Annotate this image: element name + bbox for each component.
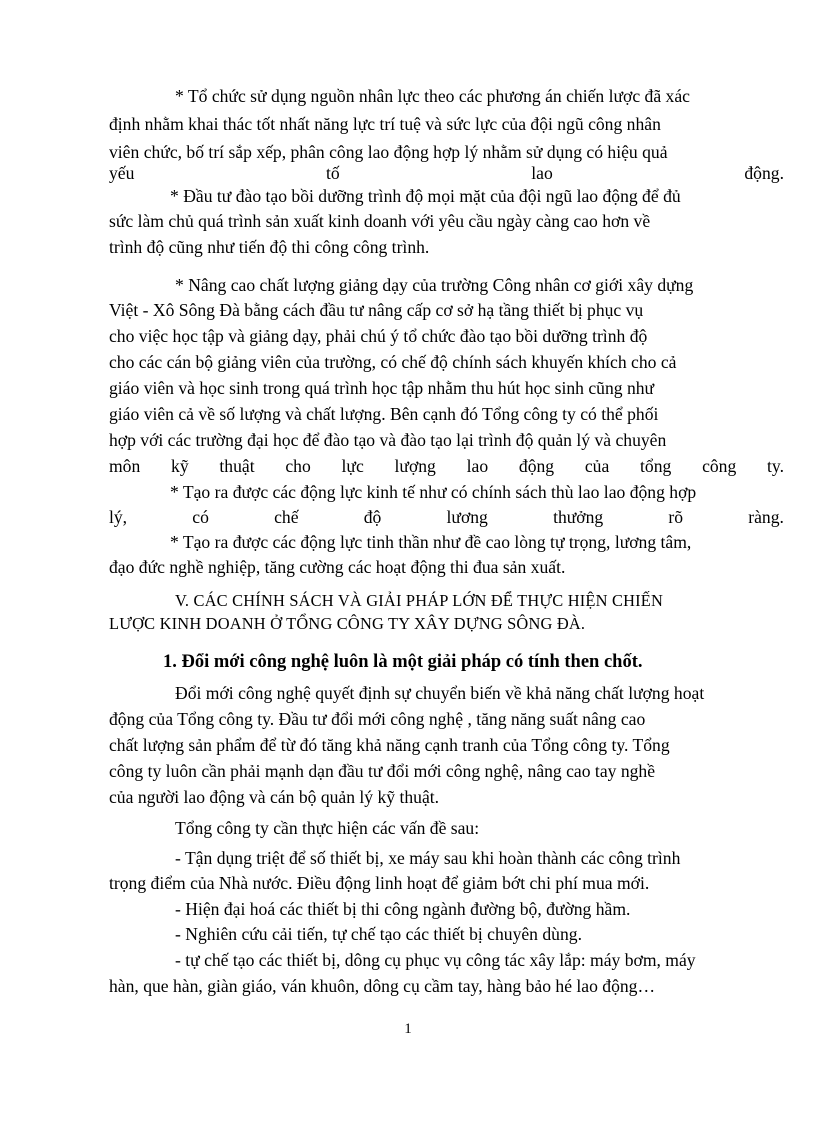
word: chế xyxy=(274,507,299,527)
word: thuật xyxy=(219,456,255,476)
word: môn xyxy=(109,456,141,476)
text-line: - Hiện đại hoá các thiết bị thi công ngành đường bộ, đường hầm. xyxy=(175,899,631,919)
text-line: - Tận dụng triệt để số thiết bị, xe máy sau khi hoàn thành các công trình xyxy=(175,848,681,868)
text-line: chất lượng sản phẩm để từ đó tăng khả năng cạnh tranh của Tổng công ty. Tổng xyxy=(109,735,670,755)
text-line: trình độ cũng như tiến độ thi công công trình. xyxy=(109,237,430,257)
word: ty. xyxy=(767,456,784,476)
text-line: công ty luôn cần phải mạnh dạn đầu tư đổi mới công nghệ, nâng cao tay nghề xyxy=(109,761,656,781)
word: lý, xyxy=(109,507,128,527)
word: thưởng xyxy=(553,507,604,527)
text-line: giáo viên cả về số lượng và chất lượng. Bên cạnh đó Tổng công ty có thể phối xyxy=(109,404,659,424)
word: động xyxy=(518,456,555,476)
subsection-heading: 1. Đổi mới công nghệ luôn là một giải pháp có tính then chốt. xyxy=(163,652,643,672)
justified-line xyxy=(109,454,784,478)
word: tố xyxy=(326,163,340,183)
word: động. xyxy=(744,163,784,183)
text-line: - Nghiên cứu cải tiến, tự chế tạo các thiết bị chuyên dùng. xyxy=(175,924,582,944)
word: lực xyxy=(341,456,364,476)
text-line: sức làm chủ quá trình sản xuất kinh doanh với yêu cầu ngày càng cao hơn về xyxy=(109,211,651,231)
word: có xyxy=(192,507,209,527)
text-line: viên chức, bố trí sắp xếp, phân công lao động hợp lý nhằm sử dụng có hiệu quả xyxy=(109,142,668,162)
word: lượng xyxy=(394,456,436,476)
word: lao xyxy=(466,456,489,476)
text-line: - tự chế tạo các thiết bị, dông cụ phục vụ công tác xây lắp: máy bơm, máy xyxy=(175,950,696,970)
text-line: Tổng công ty cần thực hiện các vấn đề sau: xyxy=(175,818,480,838)
text-line: * Tổ chức sử dụng nguồn nhân lực theo các phương án chiến lược đã xác xyxy=(175,86,690,106)
word: rõ xyxy=(668,507,684,527)
text-line: * Nâng cao chất lượng giảng dạy của trường Công nhân cơ giới xây dựng xyxy=(175,275,694,295)
text-line: đạo đức nghề nghiệp, tăng cường các hoạt động thi đua sản xuất. xyxy=(109,557,566,577)
word: của xyxy=(584,456,610,476)
text-line: Đổi mới công nghệ quyết định sự chuyển biến về khả năng chất lượng hoạt xyxy=(175,683,705,703)
text-line: cho việc học tập và giảng dạy, phải chú ý tổ chức đào tạo bồi dưỡng trình độ xyxy=(109,326,648,346)
text-line: * Tạo ra được các động lực kinh tế như có chính sách thù lao lao động hợp xyxy=(170,482,697,502)
word: ràng. xyxy=(748,507,784,527)
section-heading: LƯỢC KINH DOANH Ở TỔNG CÔNG TY XÂY DỰNG SÔNG ĐÀ. xyxy=(109,614,586,633)
text-line: hàn, que hàn, giàn giáo, ván khuôn, dông cụ cầm tay, hàng bảo hé lao động… xyxy=(109,976,656,996)
page-number: 1 xyxy=(404,1021,412,1037)
word: lương xyxy=(446,507,488,527)
text-line: giáo viên và học sinh trong quá trình học tập nhằm thu hút học sinh cũng như xyxy=(109,378,655,398)
justified-line xyxy=(109,161,784,185)
word: công xyxy=(702,456,737,476)
word: yếu xyxy=(109,163,135,183)
word: độ xyxy=(363,507,382,527)
word: cho xyxy=(285,456,311,476)
text-line: Việt - Xô Sông Đà bằng cách đầu tư nâng cấp cơ sở hạ tầng thiết bị phục vụ xyxy=(109,300,644,320)
justified-line xyxy=(109,505,784,529)
text-line: định nhằm khai thác tốt nhất năng lực trí tuệ và sức lực của đội ngũ công nhân xyxy=(109,114,661,134)
section-heading: V. CÁC CHÍNH SÁCH VÀ GIẢI PHÁP LỚN ĐỂ THỰC HIỆN CHIẾN xyxy=(175,591,664,610)
text-line: của người lao động và cán bộ quản lý kỹ thuật. xyxy=(109,787,440,807)
text-line: trọng điểm của Nhà nước. Điều động linh hoạt để giảm bớt chi phí mua mới. xyxy=(109,873,650,893)
word: kỹ xyxy=(171,456,189,476)
text-line: * Đầu tư đào tạo bồi dưỡng trình độ mọi mặt của đội ngũ lao động để đủ xyxy=(170,186,681,206)
word: tổng xyxy=(640,456,672,476)
word: lao xyxy=(531,163,553,183)
text-line: cho các cán bộ giảng viên của trường, có chế độ chính sách khuyến khích cho cả xyxy=(109,352,677,372)
text-line: hợp với các trường đại học để đào tạo và đào tạo lại trình độ quản lý và chuyên xyxy=(109,430,667,450)
text-line: động của Tổng công ty. Đầu tư đổi mới công nghệ , tăng năng suất nâng cao xyxy=(109,709,646,729)
text-line: * Tạo ra được các động lực tinh thần như đề cao lòng tự trọng, lương tâm, xyxy=(170,532,692,552)
